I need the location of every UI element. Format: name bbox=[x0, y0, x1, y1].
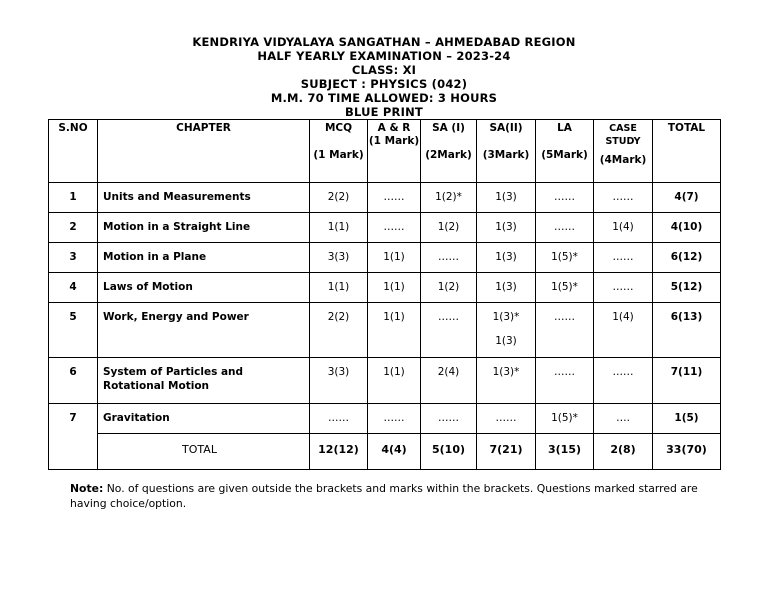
cell-sno-blank bbox=[49, 434, 98, 470]
cell-mcq: 2(2) bbox=[310, 303, 368, 358]
col-chapter: CHAPTER bbox=[98, 120, 310, 183]
cell-ar: …… bbox=[368, 183, 421, 213]
cell-total: 6(12) bbox=[653, 243, 721, 273]
cell-sa2: …… bbox=[477, 404, 536, 434]
cell-la: 1(5)* bbox=[536, 404, 594, 434]
cell-sno: 6 bbox=[49, 358, 98, 404]
cell-sa2: 1(3) bbox=[477, 213, 536, 243]
cell-la: …… bbox=[536, 183, 594, 213]
cell-case-study: …… bbox=[594, 273, 653, 303]
header-organization: KENDRIYA VIDYALAYA SANGATHAN – AHMEDABAD REGION bbox=[192, 35, 576, 49]
cell-la: …… bbox=[536, 358, 594, 404]
total-sa1: 5(10) bbox=[421, 434, 477, 470]
cell-ar: 1(1) bbox=[368, 303, 421, 358]
blueprint-table bbox=[48, 119, 721, 470]
cell-mcq: 3(3) bbox=[310, 243, 368, 273]
cell-case-study: 1(4) bbox=[594, 303, 653, 358]
cell-sa1: 2(4) bbox=[421, 358, 477, 404]
cell-chapter: Motion in a Plane bbox=[98, 243, 310, 273]
note-label: Note: bbox=[70, 482, 104, 495]
col-total: TOTAL bbox=[653, 120, 721, 183]
cell-case-study: …… bbox=[594, 183, 653, 213]
cell-case-study: 1(4) bbox=[594, 213, 653, 243]
table-row bbox=[49, 303, 721, 358]
cell-sa2: 1(3)* 1(3) bbox=[477, 303, 536, 358]
cell-la: …… bbox=[536, 213, 594, 243]
cell-la: 1(5)* bbox=[536, 243, 594, 273]
note-text: No. of questions are given outside the brackets and marks within the brackets. Questions marked starred are having choice/option. bbox=[70, 482, 698, 510]
cell-sa2: 1(3) bbox=[477, 183, 536, 213]
total-grand: 33(70) bbox=[653, 434, 721, 470]
totals-label: TOTAL bbox=[98, 434, 310, 470]
cell-sa1: …… bbox=[421, 243, 477, 273]
cell-ar: …… bbox=[368, 213, 421, 243]
cell-chapter: Units and Measurements bbox=[98, 183, 310, 213]
total-ar: 4(4) bbox=[368, 434, 421, 470]
cell-total: 4(7) bbox=[653, 183, 721, 213]
cell-mcq: 1(1) bbox=[310, 213, 368, 243]
cell-total: 5(12) bbox=[653, 273, 721, 303]
cell-ar: 1(1) bbox=[368, 273, 421, 303]
table-row bbox=[49, 243, 721, 273]
cell-sno: 3 bbox=[49, 243, 98, 273]
cell-mcq: 1(1) bbox=[310, 273, 368, 303]
cell-total: 1(5) bbox=[653, 404, 721, 434]
cell-chapter: Work, Energy and Power bbox=[98, 303, 310, 358]
cell-case-study: …… bbox=[594, 243, 653, 273]
cell-sa1: 1(2) bbox=[421, 273, 477, 303]
cell-sno: 5 bbox=[49, 303, 98, 358]
cell-chapter: Gravitation bbox=[98, 404, 310, 434]
cell-mcq: …… bbox=[310, 404, 368, 434]
cell-sa1: 1(2)* bbox=[421, 183, 477, 213]
cell-ar: 1(1) bbox=[368, 243, 421, 273]
total-la: 3(15) bbox=[536, 434, 594, 470]
col-mcq: MCQ (1 Mark) bbox=[310, 120, 368, 183]
header-exam: HALF YEARLY EXAMINATION – 2023-24 bbox=[257, 49, 511, 63]
cell-total: 7(11) bbox=[653, 358, 721, 404]
cell-mcq: 2(2) bbox=[310, 183, 368, 213]
table-row bbox=[49, 183, 721, 213]
col-sa1: SA (I) (2Mark) bbox=[421, 120, 477, 183]
cell-case-study: …… bbox=[594, 358, 653, 404]
total-sa2: 7(21) bbox=[477, 434, 536, 470]
cell-chapter: Motion in a Straight Line bbox=[98, 213, 310, 243]
table-row bbox=[49, 273, 721, 303]
col-sno: S.NO bbox=[49, 120, 98, 183]
table-row bbox=[49, 404, 721, 434]
total-mcq: 12(12) bbox=[310, 434, 368, 470]
col-la: LA (5Mark) bbox=[536, 120, 594, 183]
table-header-row bbox=[49, 120, 721, 183]
cell-sa1: …… bbox=[421, 404, 477, 434]
cell-total: 4(10) bbox=[653, 213, 721, 243]
table-row bbox=[49, 213, 721, 243]
total-case-study: 2(8) bbox=[594, 434, 653, 470]
col-ar: A & R (1 Mark) bbox=[368, 120, 421, 183]
cell-chapter: System of Particles and Rotational Motion bbox=[98, 358, 310, 404]
header-subject: SUBJECT : PHYSICS (042) bbox=[300, 77, 468, 91]
header-class: CLASS: XI bbox=[351, 63, 417, 77]
cell-case-study: …. bbox=[594, 404, 653, 434]
col-sa2: SA(II) (3Mark) bbox=[477, 120, 536, 183]
cell-mcq: 3(3) bbox=[310, 358, 368, 404]
cell-chapter: Laws of Motion bbox=[98, 273, 310, 303]
cell-sa1: …… bbox=[421, 303, 477, 358]
cell-la: 1(5)* bbox=[536, 273, 594, 303]
header-blueprint: BLUE PRINT bbox=[345, 105, 423, 119]
col-case-study: CASE STUDY (4Mark) bbox=[594, 120, 653, 183]
cell-sa1: 1(2) bbox=[421, 213, 477, 243]
footnote bbox=[70, 481, 710, 511]
table-row bbox=[49, 358, 721, 404]
document-header bbox=[0, 35, 768, 119]
cell-ar: …… bbox=[368, 404, 421, 434]
cell-la: …… bbox=[536, 303, 594, 358]
cell-sno: 4 bbox=[49, 273, 98, 303]
cell-sa2: 1(3) bbox=[477, 273, 536, 303]
cell-sno: 1 bbox=[49, 183, 98, 213]
cell-sno: 2 bbox=[49, 213, 98, 243]
cell-sa2: 1(3) bbox=[477, 243, 536, 273]
totals-row bbox=[49, 434, 721, 470]
cell-ar: 1(1) bbox=[368, 358, 421, 404]
cell-sno: 7 bbox=[49, 404, 98, 434]
cell-total: 6(13) bbox=[653, 303, 721, 358]
cell-sa2: 1(3)* bbox=[477, 358, 536, 404]
header-marks-time: M.M. 70 TIME ALLOWED: 3 HOURS bbox=[270, 91, 498, 105]
